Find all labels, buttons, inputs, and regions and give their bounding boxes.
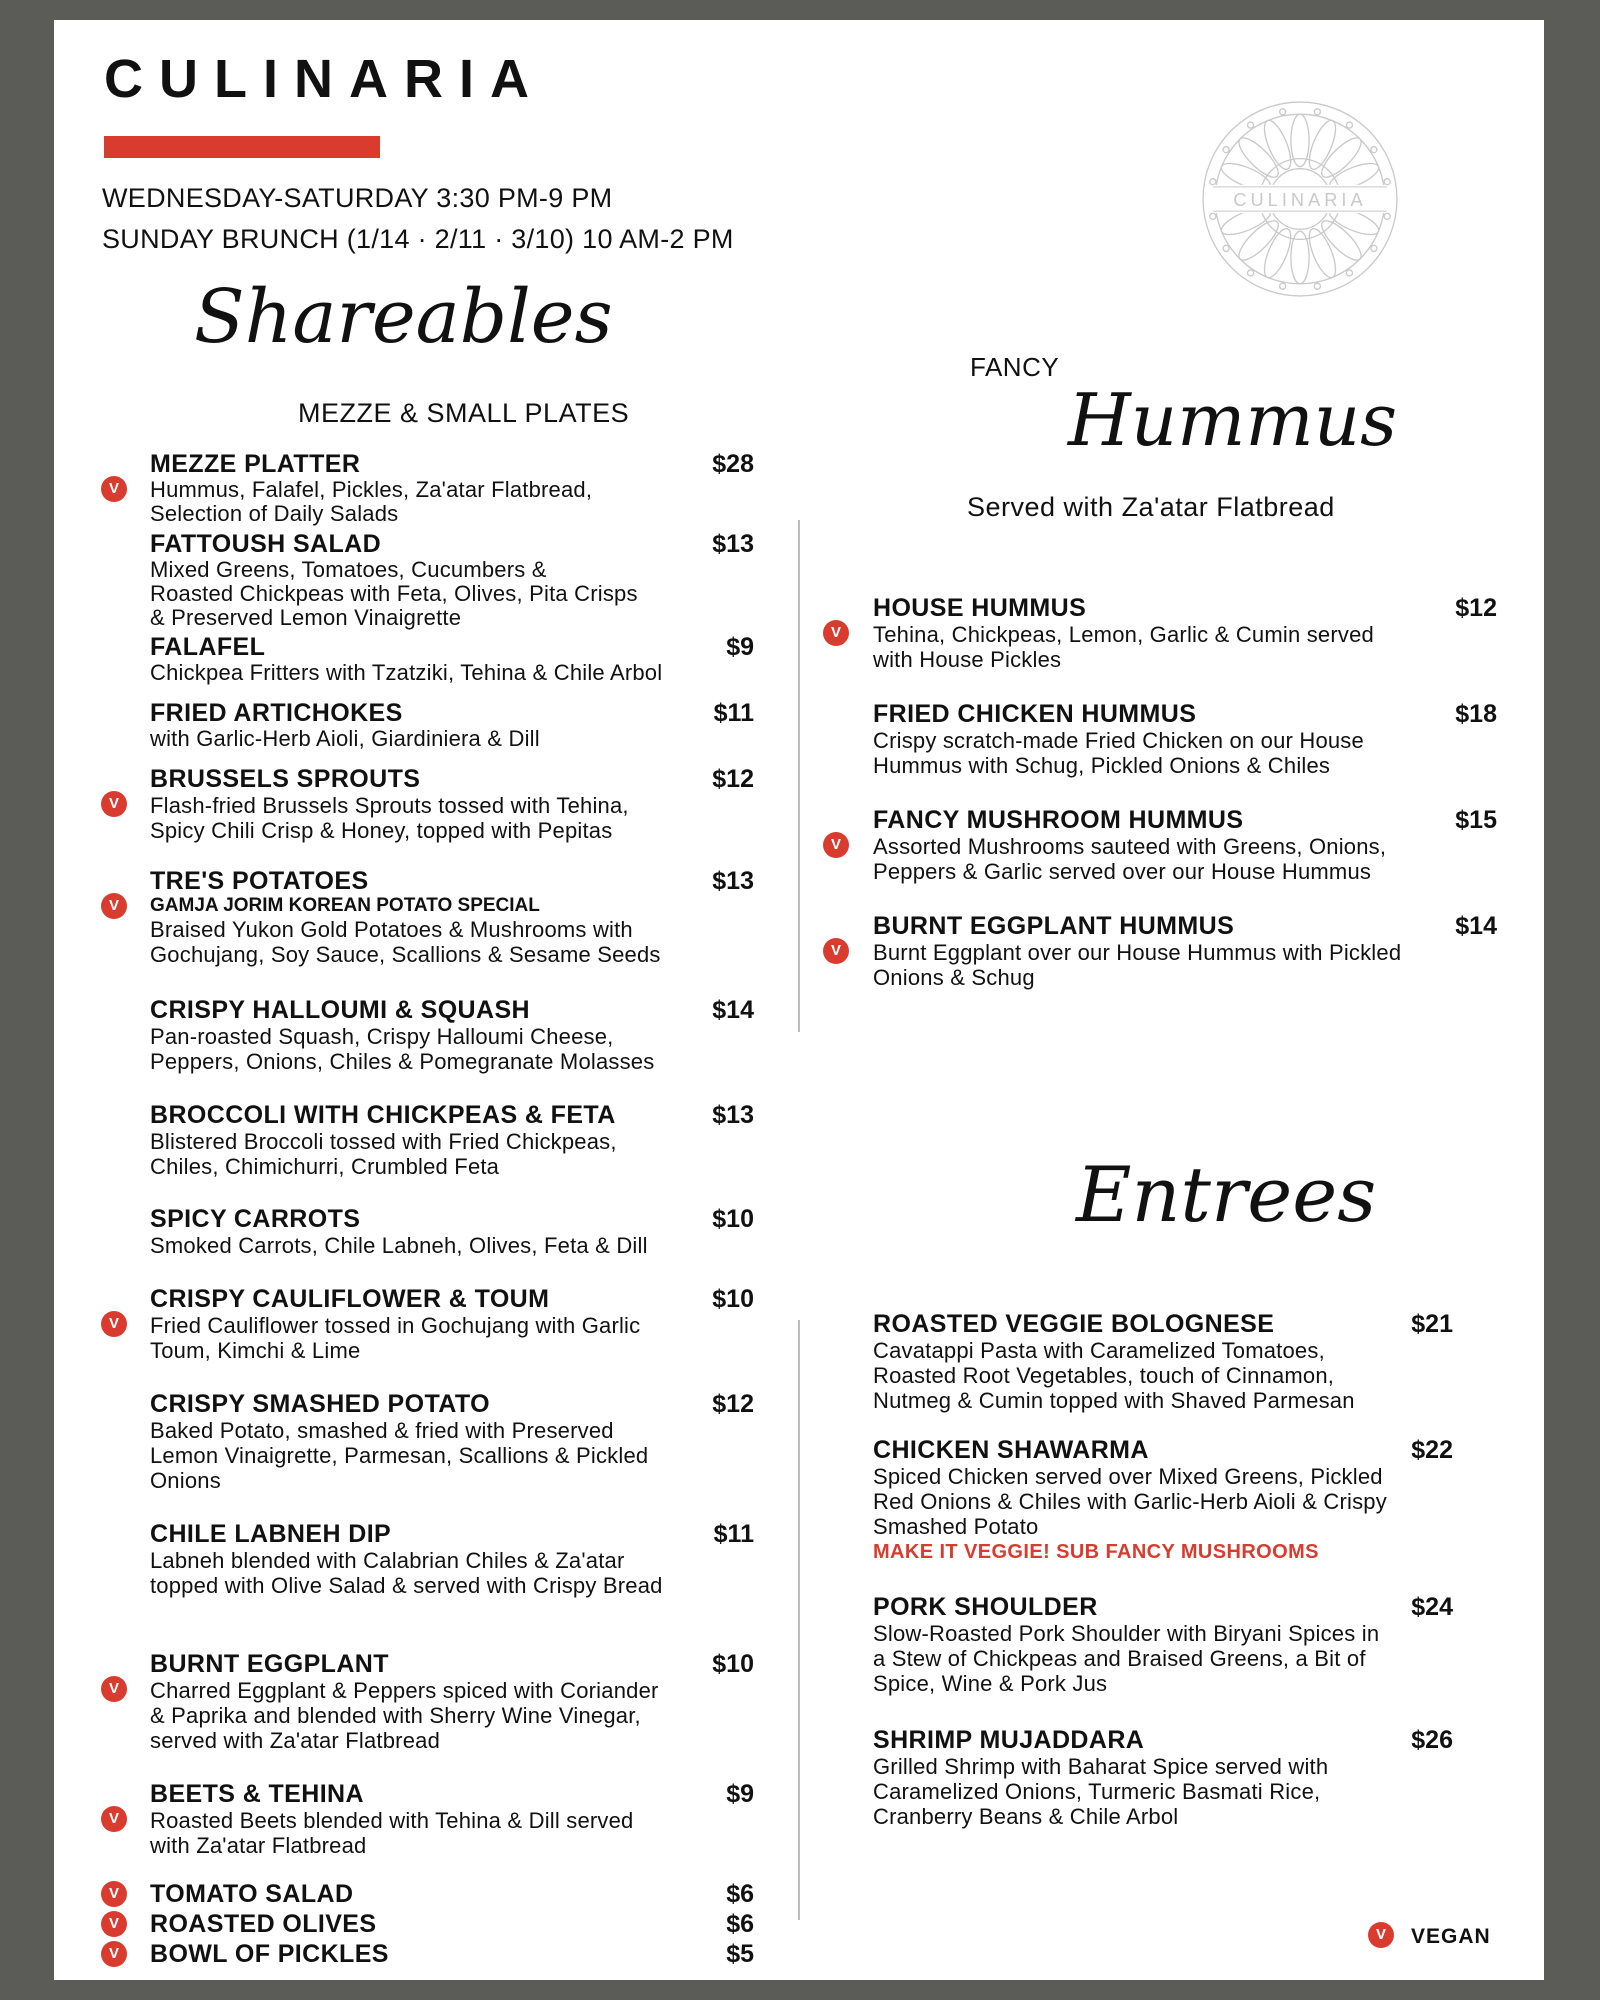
item-name: BEETS & TEHINA (150, 1780, 364, 1808)
hummus-title: Hummus (1068, 378, 1398, 462)
logo-text: CULINARIA (1233, 190, 1367, 211)
menu-page (54, 20, 1544, 1980)
item-price: $10 (712, 1285, 754, 1313)
item-price: $12 (712, 765, 754, 793)
menu-item (150, 1780, 754, 1858)
menu-item (150, 1205, 754, 1258)
item-price: $14 (712, 996, 754, 1024)
item-price: $5 (726, 1940, 754, 1968)
item-description-line: Toum, Kimchi & Lime (150, 1338, 361, 1363)
item-description-line: Caramelized Onions, Turmeric Basmati Rice, (873, 1779, 1321, 1804)
item-name: PORK SHOULDER (873, 1593, 1098, 1621)
item-price: $6 (726, 1880, 754, 1908)
vegan-icon: V (101, 1311, 127, 1337)
vegan-icon: V (101, 476, 127, 502)
vegan-icon: V (101, 1881, 127, 1907)
item-description-line: Cavatappi Pasta with Caramelized Tomatoes, (873, 1338, 1325, 1363)
item-description-line: Onions & Schug (873, 965, 1035, 990)
item-name: CRISPY SMASHED POTATO (150, 1390, 490, 1418)
item-description-line: Cranberry Beans & Chile Arbol (873, 1804, 1179, 1829)
item-description-line: Baked Potato, smashed & fried with Preserved (150, 1418, 614, 1443)
menu-item (150, 1650, 754, 1753)
item-name: CRISPY CAULIFLOWER & TOUM (150, 1285, 550, 1313)
item-description-line: Pan-roasted Squash, Crispy Halloumi Cheese, (150, 1024, 614, 1049)
item-price: $24 (1411, 1593, 1453, 1621)
item-special: GAMJA JORIM KOREAN POTATO SPECIAL (150, 895, 540, 916)
item-description-line: Blistered Broccoli tossed with Fried Chickpeas, (150, 1129, 617, 1154)
item-price: $28 (712, 450, 754, 478)
entrees-title: Entrees (1076, 1150, 1377, 1239)
item-price: $9 (726, 633, 754, 661)
accent-bar (104, 136, 380, 158)
item-description-line: Braised Yukon Gold Potatoes & Mushrooms with (150, 917, 633, 942)
item-name: BOWL OF PICKLES (150, 1940, 389, 1968)
vegan-icon: V (823, 832, 849, 858)
item-description-line: Burnt Eggplant over our House Hummus with Pickled (873, 940, 1402, 965)
item-description-line: & Paprika and blended with Sherry Wine Vinegar, (150, 1703, 641, 1728)
shareables-subtitle: MEZZE & SMALL PLATES (298, 398, 630, 428)
menu-item (150, 530, 754, 630)
item-price: $10 (712, 1205, 754, 1233)
item-description-line: Spice, Wine & Pork Jus (873, 1671, 1108, 1696)
item-name: MEZZE PLATTER (150, 450, 361, 478)
item-description-line: Flash-fried Brussels Sprouts tossed with Tehina, (150, 793, 629, 818)
item-description-line: topped with Olive Salad & served with Crispy Bread (150, 1573, 663, 1598)
item-name: FATTOUSH SALAD (150, 530, 382, 558)
item-description-line: with House Pickles (873, 647, 1062, 672)
item-name: FRIED CHICKEN HUMMUS (873, 700, 1197, 728)
vegan-icon: V (101, 893, 127, 919)
item-description-line: Lemon Vinaigrette, Parmesan, Scallions & Pickled (150, 1443, 649, 1468)
item-price: $13 (712, 1101, 754, 1129)
item-name: CRISPY HALLOUMI & SQUASH (150, 996, 530, 1024)
item-description-line: Hummus with Schug, Pickled Onions & Chiles (873, 753, 1331, 778)
menu-item (150, 867, 754, 967)
menu-item (150, 1390, 754, 1493)
item-description-line: Slow-Roasted Pork Shoulder with Biryani Spices in (873, 1621, 1380, 1646)
hummus-kicker: FANCY (970, 352, 1060, 382)
brand-title: CULINARIA (104, 49, 545, 109)
item-name: ROASTED OLIVES (150, 1910, 377, 1938)
item-price: $13 (712, 530, 754, 558)
vegan-icon: V (101, 1676, 127, 1702)
item-description-line: Grilled Shrimp with Baharat Spice served with (873, 1754, 1329, 1779)
item-name: BURNT EGGPLANT (150, 1650, 389, 1678)
item-description-line: served with Za'atar Flatbread (150, 1728, 441, 1753)
menu-item (873, 1726, 1453, 1829)
item-description-line: a Stew of Chickpeas and Braised Greens, a Bit of (873, 1646, 1366, 1671)
item-name: BRUSSELS SPROUTS (150, 765, 421, 793)
menu-item (150, 1285, 754, 1363)
item-price: $14 (1455, 912, 1497, 940)
item-price: $15 (1455, 806, 1497, 834)
item-description-line: Charred Eggplant & Peppers spiced with Coriander (150, 1678, 659, 1703)
item-name: FALAFEL (150, 633, 266, 661)
item-description-line: Crispy scratch-made Fried Chicken on our House (873, 728, 1364, 753)
menu-item (150, 1910, 754, 1938)
menu-item (873, 1593, 1453, 1696)
item-description-line: Roasted Beets blended with Tehina & Dill served (150, 1808, 634, 1833)
item-description-line: Onions (150, 1468, 221, 1493)
hours-line-2: SUNDAY BRUNCH (1/14 · 2/11 · 3/10) 10 AM-2 PM (102, 224, 734, 254)
item-name: FANCY MUSHROOM HUMMUS (873, 806, 1244, 834)
item-name: SHRIMP MUJADDARA (873, 1726, 1145, 1754)
item-description-line: Red Onions & Chiles with Garlic-Herb Aioli & Crispy (873, 1489, 1387, 1514)
item-name: ROASTED VEGGIE BOLOGNESE (873, 1310, 1275, 1338)
menu-item (150, 996, 754, 1074)
item-price: $12 (1455, 594, 1497, 622)
item-price: $13 (712, 867, 754, 895)
item-description-line: Roasted Chickpeas with Feta, Olives, Pita Crisps (150, 581, 638, 606)
item-description-line: Nutmeg & Cumin topped with Shaved Parmesan (873, 1388, 1355, 1413)
item-price: $22 (1411, 1436, 1453, 1464)
item-description-line: Fried Cauliflower tossed in Gochujang with Garlic (150, 1313, 641, 1338)
hours-line-1: WEDNESDAY-SATURDAY 3:30 PM-9 PM (102, 183, 613, 213)
item-description-line: Spicy Chili Crisp & Honey, topped with Pepitas (150, 818, 613, 843)
item-name: BURNT EGGPLANT HUMMUS (873, 912, 1235, 940)
item-description-line: Selection of Daily Salads (150, 501, 399, 526)
item-price: $6 (726, 1910, 754, 1938)
menu-item (873, 594, 1497, 672)
item-description-line: Peppers, Onions, Chiles & Pomegranate Molasses (150, 1049, 655, 1074)
item-description-line: with Za'atar Flatbread (150, 1833, 367, 1858)
item-description-line: Smoked Carrots, Chile Labneh, Olives, Feta & Dill (150, 1233, 648, 1258)
menu-item (150, 1101, 754, 1179)
vegan-icon: V (101, 1941, 127, 1967)
menu-item (873, 912, 1497, 990)
item-name: SPICY CARROTS (150, 1205, 361, 1233)
vegan-icon: V (101, 1806, 127, 1832)
menu-item (150, 450, 754, 526)
vegan-legend-label: VEGAN (1411, 1925, 1491, 1948)
item-name: FRIED ARTICHOKES (150, 699, 403, 727)
vegan-legend-icon: V (1368, 1922, 1394, 1948)
item-description-line: Labneh blended with Calabrian Chiles & Za'atar (150, 1548, 625, 1573)
item-description-line: & Preserved Lemon Vinaigrette (150, 605, 462, 630)
item-description-line: Roasted Root Vegetables, touch of Cinnamon, (873, 1363, 1335, 1388)
menu-item (873, 1310, 1453, 1413)
column-divider-bottom (798, 1320, 800, 1920)
item-name: TOMATO SALAD (150, 1880, 354, 1908)
item-name: CHILE LABNEH DIP (150, 1520, 392, 1548)
vegan-icon: V (823, 938, 849, 964)
item-price: $12 (712, 1390, 754, 1418)
item-description-line: Gochujang, Soy Sauce, Scallions & Sesame Seeds (150, 942, 661, 967)
item-name: BROCCOLI WITH CHICKPEAS & FETA (150, 1101, 616, 1129)
item-description-line: Peppers & Garlic served over our House Hummus (873, 859, 1372, 884)
item-price: $11 (713, 1520, 754, 1548)
menu-item (150, 1940, 754, 1968)
item-description-line: Assorted Mushrooms sauteed with Greens, Onions, (873, 834, 1387, 859)
menu-item (150, 1520, 754, 1598)
item-note: MAKE IT VEGGIE! SUB FANCY MUSHROOMS (873, 1541, 1319, 1563)
item-name: CHICKEN SHAWARMA (873, 1436, 1149, 1464)
item-price: $11 (713, 699, 754, 727)
item-name: HOUSE HUMMUS (873, 594, 1087, 622)
menu-item (150, 699, 754, 751)
column-divider-top (798, 520, 800, 1032)
item-price: $18 (1455, 700, 1497, 728)
vegan-icon: V (823, 620, 849, 646)
hummus-subtitle: Served with Za'atar Flatbread (967, 492, 1335, 522)
menu-item (873, 1436, 1453, 1565)
item-price: $21 (1411, 1310, 1453, 1338)
menu-item (873, 806, 1497, 884)
culinaria-logo (1199, 98, 1401, 300)
shareables-title: Shareables (194, 274, 613, 360)
item-description-line: with Garlic-Herb Aioli, Giardiniera & Dill (150, 726, 540, 751)
menu-item (873, 700, 1497, 778)
item-description-line: Hummus, Falafel, Pickles, Za'atar Flatbread, (150, 477, 593, 502)
item-price: $9 (726, 1780, 754, 1808)
item-price: $10 (712, 1650, 754, 1678)
item-description-line: Chickpea Fritters with Tzatziki, Tehina & Chile Arbol (150, 660, 663, 685)
menu-item (150, 633, 754, 685)
vegan-icon: V (101, 791, 127, 817)
hours (102, 178, 734, 260)
vegan-icon: V (101, 1911, 127, 1937)
item-description-line: Mixed Greens, Tomatoes, Cucumbers & (150, 557, 547, 582)
menu-item (150, 765, 754, 843)
item-price: $26 (1411, 1726, 1453, 1754)
item-description-line: Smashed Potato (873, 1514, 1039, 1539)
menu-item (150, 1880, 754, 1908)
item-name: TRE'S POTATOES (150, 867, 369, 895)
item-description-line: Tehina, Chickpeas, Lemon, Garlic & Cumin served (873, 622, 1374, 647)
item-description-line: Spiced Chicken served over Mixed Greens, Pickled (873, 1464, 1383, 1489)
item-description-line: Chiles, Chimichurri, Crumbled Feta (150, 1154, 500, 1179)
